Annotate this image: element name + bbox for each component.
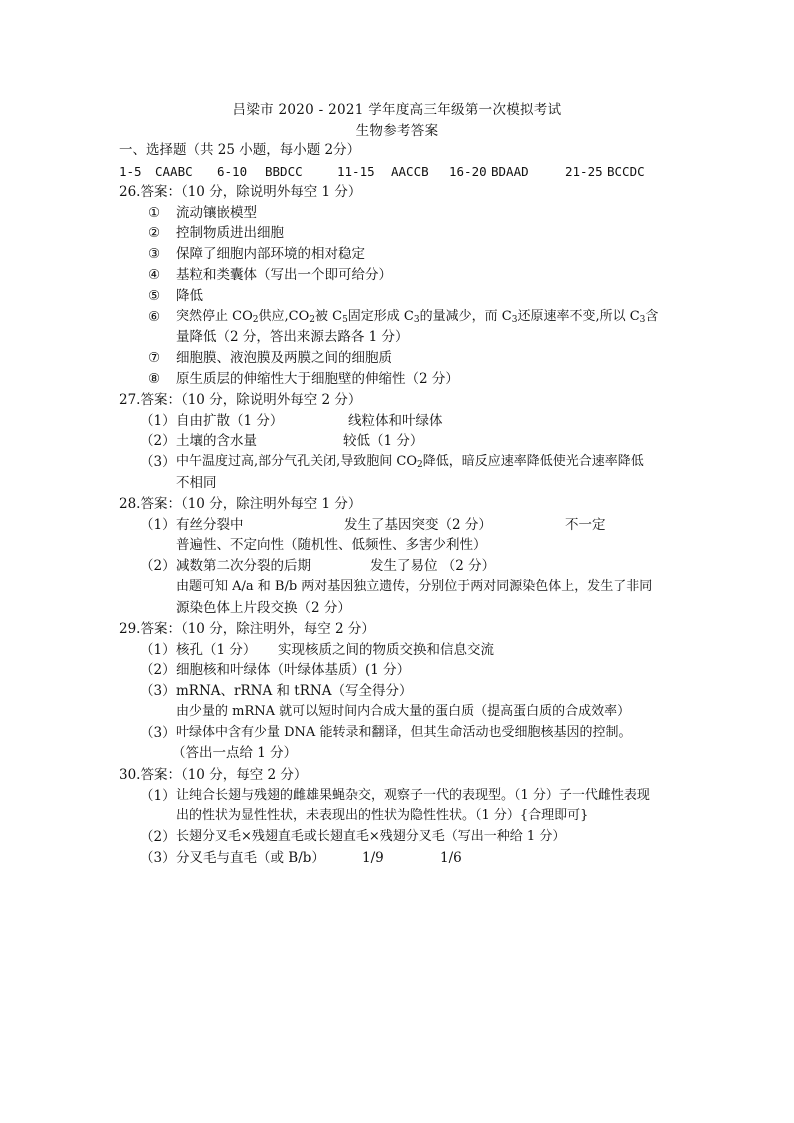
part-number: （2） (140, 662, 176, 678)
q30-part3-answer3: 1/6 (440, 850, 462, 866)
q28-part2-line3: 源染色体上片段交换（2 分） (176, 600, 351, 616)
q26-heading: 26.答案：（10 分，除说明外每空 1 分） (119, 184, 362, 200)
choice-range: 11-15 (337, 164, 375, 179)
choice-answers: AACCB (391, 164, 429, 179)
part-number: （2） (140, 829, 176, 845)
text-segment: 突然停止 CO (176, 309, 253, 324)
q26-item-text: 细胞膜、液泡膜及两膜之间的细胞质 (176, 350, 392, 366)
part-number: （3） (140, 683, 176, 699)
q26-item-text: 原生质层的伸缩性大于细胞壁的伸缩性（2 分） (176, 371, 459, 387)
q26-item-text: 流动镶嵌模型 (176, 205, 257, 221)
q27-part3-line1 (176, 453, 644, 474)
subscript: 2 (417, 460, 423, 470)
choice-range: 1-5 (119, 164, 142, 179)
subscript: 3 (413, 315, 420, 325)
text-segment: 供应,CO (258, 309, 310, 324)
q26-item-mark: ⑤ (148, 288, 161, 304)
q26-item-text: 保障了细胞内部环境的相对稳定 (176, 246, 365, 262)
q29-part3-line2: 由少量的 mRNA 就可以短时间内合成大量的蛋白质（提高蛋白质的合成效率） (176, 704, 631, 719)
subscript: 3 (639, 315, 646, 325)
q29-part2-answer: 细胞核和叶绿体（叶绿体基质）(1 分） (176, 662, 411, 678)
q28-part2-answer2: 发生了易位 （2 分） (370, 558, 496, 574)
q26-item6-line1 (176, 308, 658, 329)
choice-answers: CAABC (155, 164, 193, 179)
part-number: （2） (140, 558, 176, 574)
choice-answers: BCCDC (607, 164, 645, 179)
q29-part1-answer: 核孔（1 分） (176, 642, 257, 658)
q30-part1-line2: 出的性状为显性性状，未表现出的性状为隐性性状。（1 分）{合理即可} (176, 808, 589, 823)
choice-range: 21-25 (565, 164, 603, 179)
part-number: （1） (140, 517, 176, 533)
section1-heading: 一、选择题（共 25 小题，每小题 2分） (119, 142, 361, 158)
q28-part2-line2: 由题可知 A/a 和 B/b 两对基因独立遗传，分别位于两对同源染色体上，发生了非同 (176, 579, 653, 594)
q27-part2-answer2: 较低（1 分） (343, 433, 424, 449)
q28-heading: 28.答案：（10 分，除注明外每空 1 分） (119, 496, 362, 512)
q27-part2-answer: 土壤的含水量 (176, 433, 257, 449)
q26-item-mark: ④ (148, 267, 161, 283)
exam-subtitle: 生物参考答案 (355, 123, 439, 139)
subscript: 3 (511, 315, 518, 325)
q26-item-text: 控制物质进出细胞 (176, 225, 284, 241)
subscript: 2 (309, 315, 315, 325)
q29-part4-line2: （答出一点给 1 分） (172, 745, 298, 761)
q30-part1-answer: 让纯合长翅与残翅的雌雄果蝇杂交，观察子一代的表现型。（1 分）子一代雌性表现 (176, 788, 650, 803)
q26-item-text: 基粒和类囊体（写出一个即可给分） (176, 267, 392, 283)
exam-title: 吕梁市 2020 - 2021 学年度高三年级第一次模拟考试 (232, 102, 562, 118)
q26-item6-line2: 量降低（2 分，答出来源去路各 1 分） (176, 329, 409, 345)
q30-heading: 30.答案：（10 分，每空 2 分） (119, 767, 308, 783)
q29-part3-answer: mRNA、rRNA 和 tRNA（写全得分） (176, 683, 413, 699)
part-number: （3） (140, 454, 176, 470)
q28-part1-answer2: 发生了基因突变（2 分） (344, 517, 492, 533)
q28-part1-answer: 有丝分裂中 (176, 517, 244, 533)
part-number: （1） (140, 788, 176, 804)
q26-item-text: 降低 (176, 288, 203, 304)
q30-part3-answer: 分叉毛与直毛（或 B/b） (176, 850, 325, 866)
choice-answers: BBDCC (265, 164, 303, 179)
q26-item-mark: ③ (148, 246, 161, 262)
part-number: （2） (140, 433, 176, 449)
q28-part1-line2: 普遍性、不定向性（随机性、低频性、多害少利性） (176, 537, 487, 553)
q30-part3-answer2: 1/9 (362, 850, 384, 866)
subscript: 2 (252, 315, 259, 325)
choice-range: 6-10 (217, 164, 248, 179)
text-segment: 含 (645, 309, 659, 324)
text-segment: 降低，暗反应速率降低使光合速率降低 (422, 454, 644, 469)
q27-part1-answer: 自由扩散（1 分） (176, 413, 284, 429)
q26-item-mark: ⑧ (148, 371, 161, 387)
text-segment: 的量减少，而 C (419, 309, 512, 324)
q26-item-mark: ⑥ (148, 309, 161, 325)
choice-range: 16-20 (449, 164, 487, 179)
text-segment: 固定形成 C (347, 309, 414, 324)
q26-item-mark: ⑦ (148, 350, 161, 366)
part-number: （1） (140, 642, 176, 658)
q26-item-mark: ① (148, 205, 161, 221)
q28-part1-answer3: 不一定 (565, 517, 606, 533)
q29-part1-answer2: 实现核质之间的物质交换和信息交流 (278, 642, 494, 658)
q30-part2-answer: 长翅分叉毛×残翅直毛或长翅直毛×残翅分叉毛（写出一种给 1 分） (176, 829, 566, 844)
text-segment: 中午温度过高,部分气孔关闭,导致胞间 CO (176, 454, 418, 469)
choice-answers: BDAAD (491, 164, 529, 179)
subscript: 5 (342, 315, 348, 325)
text-segment: 还原速率不变,所以 C (517, 309, 640, 324)
part-number: （3） (140, 850, 176, 866)
q26-item-mark: ② (148, 225, 161, 241)
q28-part2-answer: 减数第二次分裂的后期 (176, 558, 311, 574)
part-number: （1） (140, 413, 176, 429)
part-number: （3） (140, 725, 176, 741)
text-segment: 被 C (314, 309, 343, 324)
q27-part3-line2: 不相同 (176, 475, 217, 491)
q29-part4-answer: 叶绿体中含有少量 DNA 能转录和翻译，但其生命活动也受细胞核基因的控制。 (176, 725, 632, 740)
q27-heading: 27.答案：（10 分，除说明外每空 2 分） (119, 392, 362, 408)
q27-part1-answer2: 线粒体和叶绿体 (348, 413, 443, 429)
q29-heading: 29.答案：（10 分，除注明外，每空 2 分） (119, 621, 375, 637)
